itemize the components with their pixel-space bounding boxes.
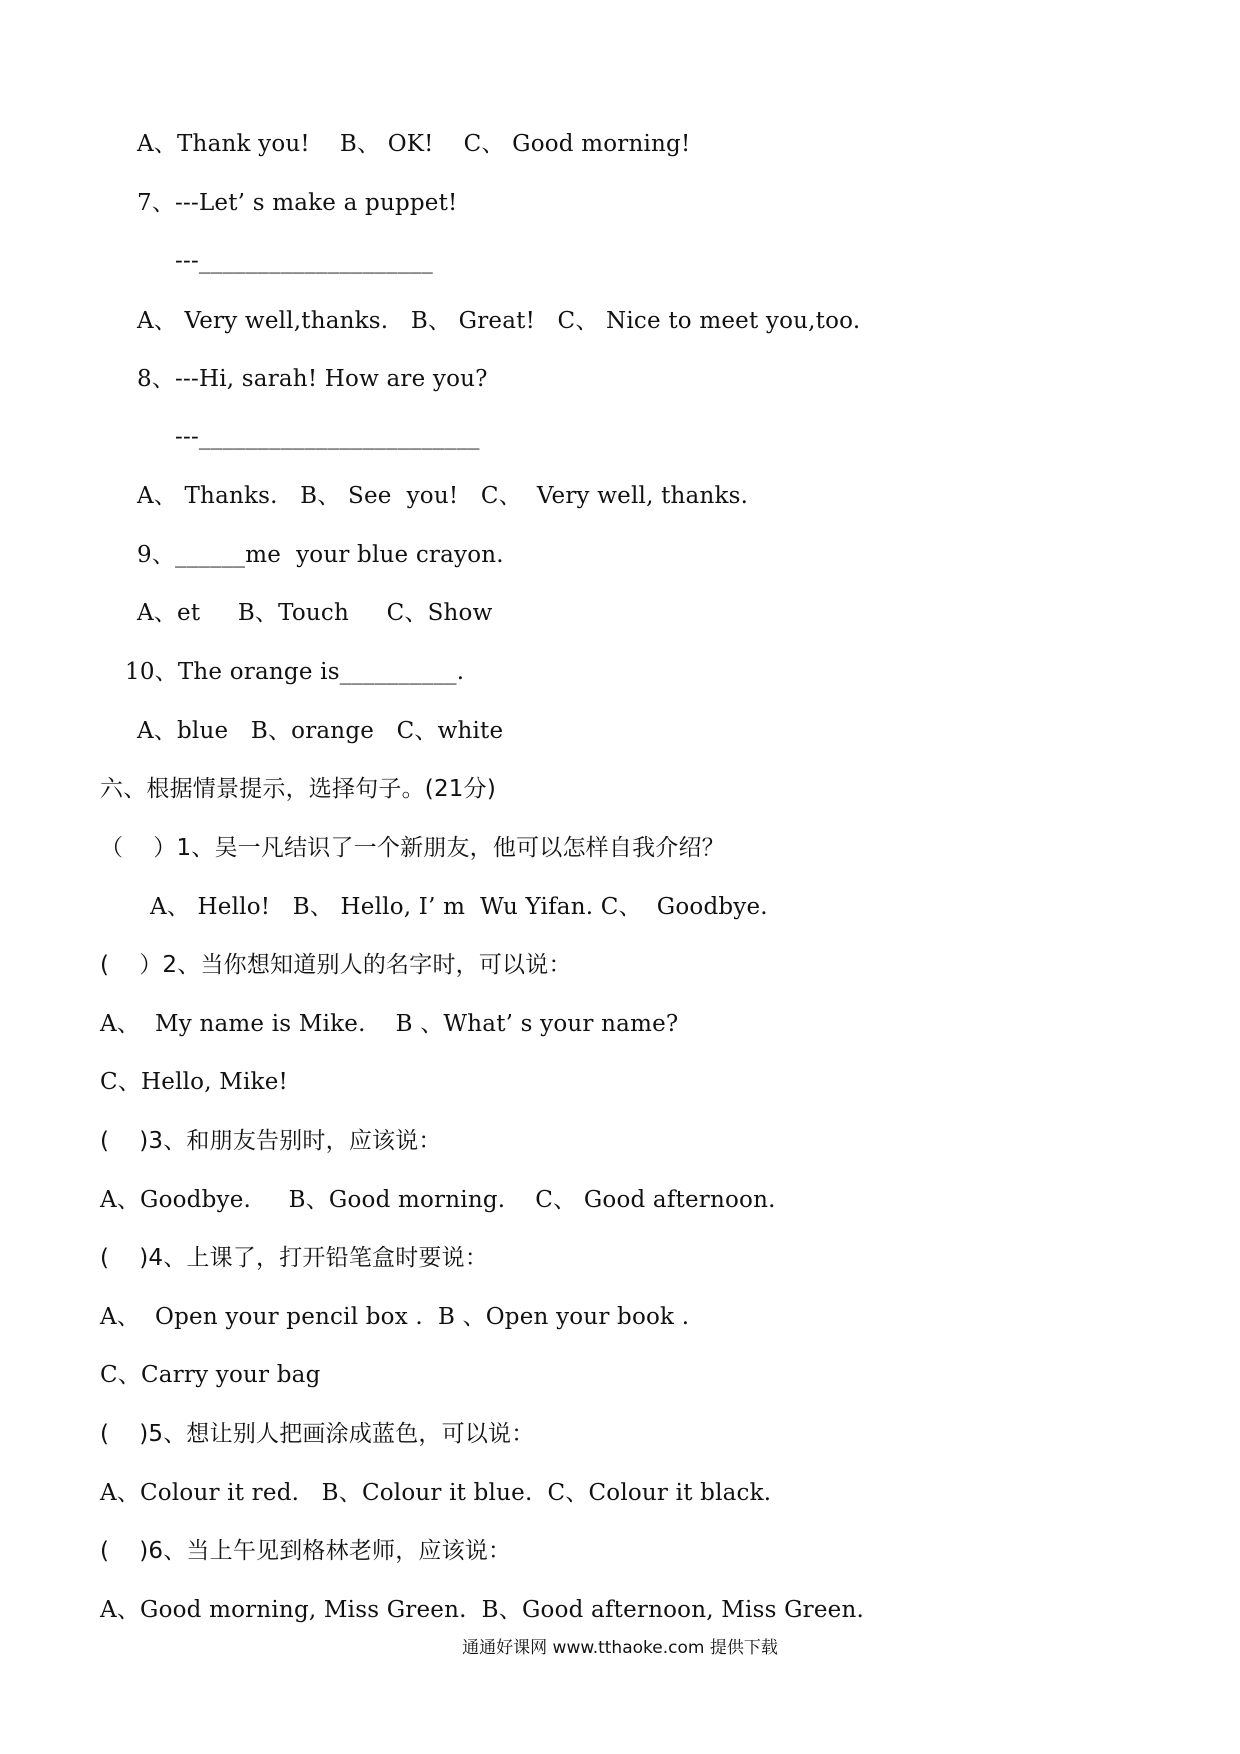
s6-q5-options: A、Colour it red. B、Colour it blue. C、Colour it black. [100,1480,772,1506]
q8-prompt: 8、---Hi, sarah! How are you? [137,366,488,392]
q7-prompt: 7、---Let’ s make a puppet! [137,190,458,216]
s6-q3-options: A、Goodbye. B、Good morning. C、 Good afternoon. [100,1187,776,1213]
s6-q2-prompt: ( ）2、当你想知道别人的名字时，可以说： [100,952,572,978]
s6-q2-options-ab: A、 My name is Mike. B 、What’ s your name? [100,1011,679,1037]
s6-q5-prompt: ( )5、想让别人把画涂成蓝色，可以说： [100,1421,535,1447]
q8-answer-blank: ---________________________ [175,424,480,450]
q10-options: A、blue B、orange C、white [137,718,504,744]
q6-options: A、Thank you! B、 OK! C、 Good morning! [137,131,691,157]
s6-q2-option-c: C、Hello, Mike! [100,1069,288,1095]
s6-q3-prompt: ( )3、和朋友告别时，应该说： [100,1128,442,1154]
s6-q4-option-c: C、Carry your bag [100,1362,321,1388]
q9-prompt: 9、______me your blue crayon. [137,542,504,568]
s6-q6-options: A、Good morning, Miss Green. B、Good afternoon, Miss Green. [100,1597,865,1623]
s6-q4-options-ab: A、 Open your pencil box . B 、Open your book . [100,1304,690,1330]
s6-q4-prompt: ( )4、上课了，打开铅笔盒时要说： [100,1245,489,1271]
s6-q1-options: A、 Hello! B、 Hello, I’ m Wu Yifan. C、 Goodbye. [150,894,768,920]
q8-options: A、 Thanks. B、 See you! C、 Very well, thanks. [137,483,749,509]
q7-answer-blank: ---____________________ [175,248,433,274]
q10-prompt: 10、The orange is__________. [125,659,465,685]
s6-q1-prompt: （ ）1、吴一凡结识了一个新朋友，他可以怎样自我介绍？ [100,835,725,861]
s6-q6-prompt: ( )6、当上午见到格林老师，应该说： [100,1538,512,1564]
section-6-heading: 六、根据情景提示，选择句子。(21分) [100,776,497,802]
page-footer: 通通好课网 www.tthaoke.com 提供下载 [462,1638,778,1658]
q9-options: A、et B、Touch C、Show [137,600,493,626]
q7-options: A、 Very well,thanks. B、 Great! C、 Nice to meet you,too. [137,308,861,334]
